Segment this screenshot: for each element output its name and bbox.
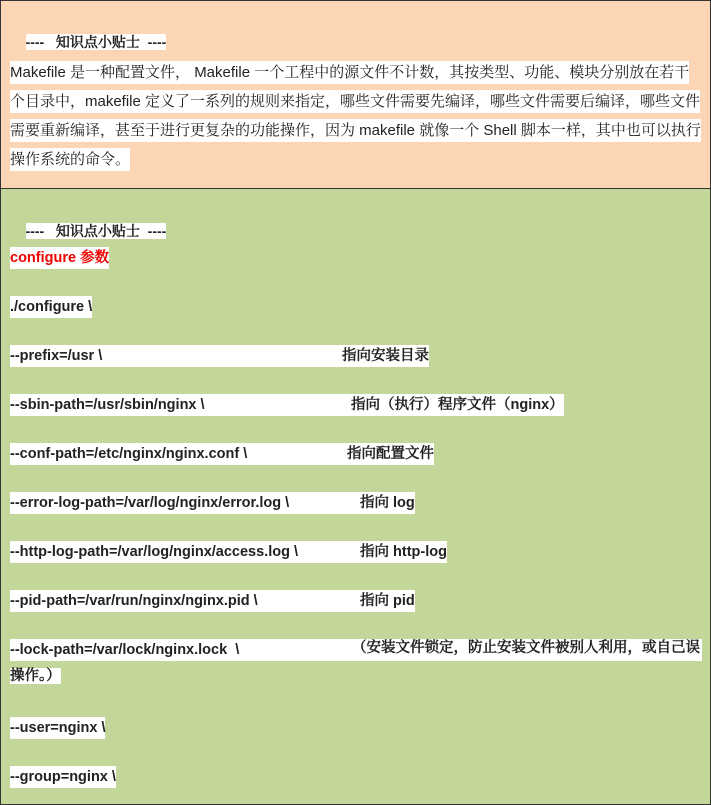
- option-text: --prefix=/usr \: [10, 345, 418, 367]
- option-text: --conf-path=/etc/nginx/nginx.conf \: [10, 443, 410, 465]
- option-text: --group=nginx \: [10, 766, 116, 788]
- option-description: 指向安装目录: [342, 345, 429, 367]
- option-text: --pid-path=/var/run/nginx/nginx.pid \: [10, 590, 410, 612]
- option-line-error-log-path: [10, 492, 702, 514]
- tip-title: [10, 198, 167, 239]
- option-line-http-log-path: [10, 541, 702, 563]
- configure-heading-text: configure 参数: [10, 247, 109, 269]
- option-description: 指向（执行）程序文件（nginx）: [351, 394, 564, 416]
- option-line-group: [10, 766, 702, 788]
- option-line-prefix: [10, 345, 702, 367]
- option-description: （安装文件锁定，防止安装文件被别人利用，或自己误操作。）: [10, 640, 700, 684]
- tip-title-text: ---- 知识点小贴士 ----: [25, 223, 167, 239]
- configure-heading: [10, 247, 702, 269]
- option-text: --error-log-path=/var/log/nginx/error.log \: [10, 492, 410, 514]
- tip-box-configure: [0, 188, 711, 805]
- option-description: 指向 pid: [360, 590, 415, 612]
- configure-command-text: ./configure \: [10, 296, 92, 318]
- option-line-user: [10, 717, 702, 739]
- lock-path-description: [10, 634, 702, 690]
- option-text: --http-log-path=/var/log/nginx/access.log \: [10, 541, 410, 563]
- option-text: --user=nginx \: [10, 717, 105, 739]
- option-text: --sbin-path=/usr/sbin/nginx \: [10, 394, 410, 416]
- option-line-sbin-path: [10, 394, 702, 416]
- option-description: 指向 http-log: [360, 541, 447, 563]
- option-description: 指向配置文件: [347, 443, 434, 465]
- option-line-pid-path: [10, 590, 702, 612]
- tip-title: [10, 9, 167, 50]
- option-text: --lock-path=/var/lock/nginx.lock \: [10, 639, 702, 661]
- makefile-paragraph-text: Makefile 是一种配置文件， Makefile 一个工程中的源文件不计数，其按类型、功能、模块分别放在若干个目录中，makefile 定义了一系列的规则来指定，哪些文件需要先编译，哪些文件需要后编译，哪些文件需要重新编译，甚至于进行更复杂的功能操作，因为 makefile 就像一个 Shell 脚本一样，其中也可以执行操作系统的命令。: [10, 61, 701, 171]
- option-description: 指向 log: [360, 492, 415, 514]
- tip-title-text: ---- 知识点小贴士 ----: [25, 34, 167, 50]
- tip-box-makefile: [0, 0, 711, 189]
- configure-command: [10, 296, 702, 318]
- option-line-conf-path: [10, 443, 702, 465]
- makefile-paragraph: [10, 58, 702, 174]
